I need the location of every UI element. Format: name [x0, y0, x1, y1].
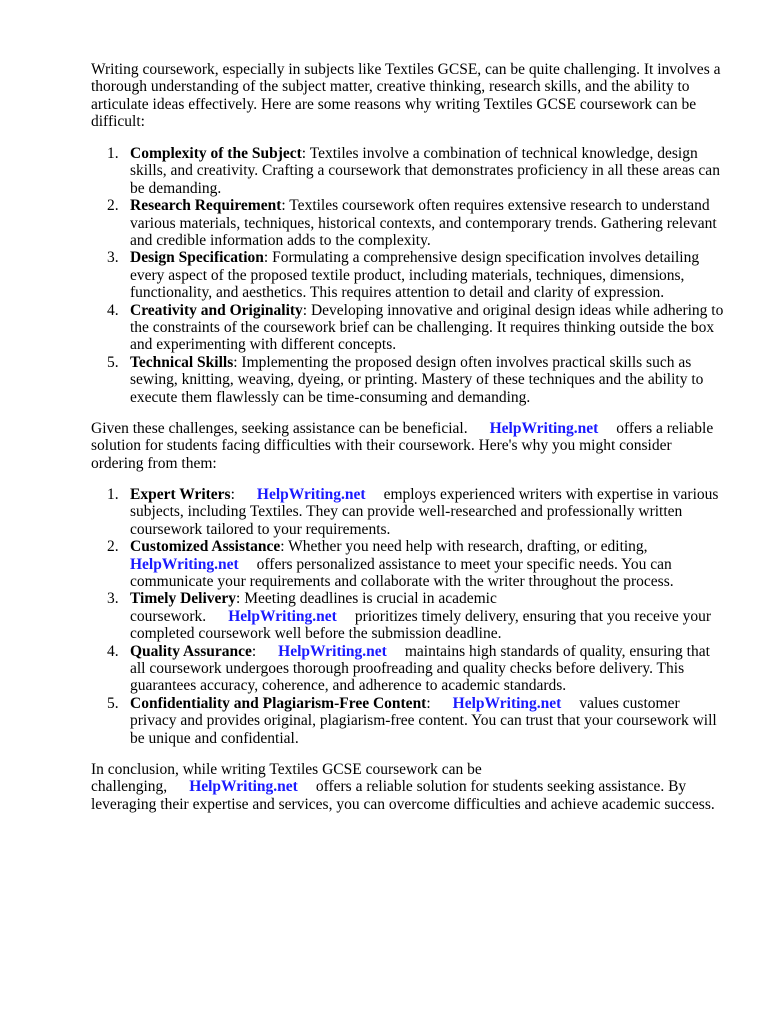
item-title: Customized Assistance	[130, 538, 281, 556]
item-title: Creativity and Originality	[130, 301, 303, 319]
item-title: Quality Assurance	[130, 642, 252, 660]
list-number: 5.	[107, 353, 119, 371]
item-title: Expert Writers	[130, 486, 231, 503]
item-text: Developing innovative and original design ideas while adhering to the constraints of the coursework brief can be challenging. It requires thinking outside the box and experimenting with different concepts.	[130, 301, 724, 354]
helpwriting-link[interactable]: HelpWriting.net	[256, 486, 366, 503]
middle-paragraph: Given these challenges, seeking assistance can be beneficial. HelpWriting.net offers a reliable solution for students facing difficulties with their coursework. Here's why you might consider ordering from them:	[91, 420, 714, 472]
list-number: 1.	[107, 145, 119, 162]
list-item: 2. Customized Assistance: Whether you need help with research, drafting, or editing, HelpWriting.net offers personalized assistance to meet your specific needs. You can communicate your requirements and collaborate with the writer throughout the process.	[107, 538, 674, 591]
list-number: 3.	[107, 249, 119, 267]
conclusion-paragraph: In conclusion, while writing Textiles GCSE coursework can be challenging, HelpWriting.net offers a reliable solution for students seeking assistance. By leveraging their expertise and services, you can overcome difficulties and achieve academic success.	[91, 761, 715, 813]
intro-paragraph: Writing coursework, especially in subjects like Textiles GCSE, can be quite challenging. It involves a thorough understanding of the subject matter, creative thinking, research skills, and the ability to articulate ideas effectively. Here are some reasons why writing Textiles GCSE coursework can be difficult:	[91, 61, 721, 131]
helpwriting-link[interactable]: HelpWriting.net	[452, 694, 562, 712]
item-text: offers personalized assistance to meet your specific needs. You can communicate your requirements and collaborate with the writer throughout the process.	[130, 555, 674, 591]
list-item: 2. Research Requirement: Textiles coursework often requires extensive research to understand various materials, techniques, historical contexts, and contemporary trends. Gathering relevant and credible information adds to the complexity.	[107, 197, 717, 250]
item-text: Implementing the proposed design often involves practical skills such as sewing, knitting, weaving, dyeing, or printing. Mastery of these techniques and the ability to execute them flawlessly can be time-consuming and demanding.	[130, 353, 704, 406]
item-title: Technical Skills	[130, 353, 234, 371]
item-text: maintains high standards of quality, ensuring that all coursework undergoes thorough proofreading and quality checks before delivery. This guarantees accuracy, coherence, and adherence to academic standards.	[130, 642, 710, 695]
list-number: 1.	[107, 486, 119, 503]
helpwriting-link[interactable]: HelpWriting.net	[130, 555, 239, 573]
list-item: 5. Confidentiality and Plagiarism-Free Content: HelpWriting.net values customer privacy and provides original, plagiarism-free content. You can trust that your coursework will be unique and confidential.	[107, 694, 717, 747]
item-title: Complexity of the Subject	[130, 145, 302, 162]
item-title: Confidentiality and Plagiarism-Free Content	[130, 694, 427, 712]
item-title: Design Specification	[130, 249, 264, 267]
benefits-list	[91, 486, 727, 747]
list-item: 3. Design Specification: Formulating a comprehensive design specification involves detailing every aspect of the proposed textile product, including materials, techniques, dimensions, functionality, and aesthetics. This requires attention to detail and clarity of expression.	[107, 249, 700, 302]
list-item: 4. Creativity and Originality: Developing innovative and original design ideas while adhering to the constraints of the coursework brief can be challenging. It requires thinking outside the box and experimenting with different concepts.	[107, 301, 724, 354]
list-number: 3.	[107, 590, 119, 608]
list-item: 4. Quality Assurance: HelpWriting.net maintains high standards of quality, ensuring that all coursework undergoes thorough proofreading and quality checks before delivery. This guarantees accuracy, coherence, and adherence to academic standards.	[107, 642, 710, 695]
list-number: 2.	[107, 197, 119, 215]
list-item: 3. Timely Delivery: Meeting deadlines is crucial in academic coursework. HelpWriting.net prioritizes timely delivery, ensuring that you receive your completed coursework well before the submission deadline.	[107, 590, 712, 643]
list-number: 4.	[107, 301, 119, 319]
item-text: Formulating a comprehensive design specification involves detailing every aspect of the proposed textile product, including materials, techniques, dimensions, functionality, and aesthetics. This requires attention to detail and clarity of expression.	[130, 249, 700, 302]
helpwriting-link[interactable]: HelpWriting.net	[189, 778, 298, 796]
list-number: 2.	[107, 538, 119, 556]
item-text: Textiles coursework often requires extensive research to understand various materials, techniques, historical contexts, and contemporary trends. Gathering relevant and credible information adds to the complexity.	[130, 197, 717, 250]
item-text: prioritizes timely delivery, ensuring that you receive your completed coursework well before the submission deadline.	[130, 607, 712, 643]
reasons-list	[91, 145, 727, 406]
item-title: Timely Delivery	[130, 590, 237, 608]
helpwriting-link[interactable]: HelpWriting.net	[489, 420, 599, 437]
item-text: Textiles involve a combination of technical knowledge, design skills, and creativity. Crafting a coursework that demonstrates proficiency in all these areas can be demanding.	[130, 145, 720, 197]
list-item: 5. Technical Skills: Implementing the proposed design often involves practical skills such as sewing, knitting, weaving, dyeing, or printing. Mastery of these techniques and the ability to execute them flawlessly can be time-consuming and demanding.	[107, 353, 704, 406]
item-text: values customer privacy and provides original, plagiarism-free content. You can trust that your coursework will be unique and confidential.	[130, 694, 717, 747]
helpwriting-link[interactable]: HelpWriting.net	[228, 607, 337, 625]
item-text: employs experienced writers with expertise in various subjects, including Textiles. They can provide well-researched and professionally written coursework tailored to your requirements.	[130, 486, 719, 538]
list-item: 1. Expert Writers: HelpWriting.net employs experienced writers with expertise in various subjects, including Textiles. They can provide well-researched and professionally written coursework tailored to your requirements.	[107, 486, 719, 538]
item-title: Research Requirement	[130, 197, 282, 215]
list-item: 1. Complexity of the Subject: Textiles involve a combination of technical knowledge, design skills, and creativity. Crafting a coursework that demonstrates proficiency in all these areas can be demanding.	[107, 145, 720, 197]
list-number: 5.	[107, 694, 119, 712]
list-number: 4.	[107, 642, 119, 660]
helpwriting-link[interactable]: HelpWriting.net	[278, 642, 387, 660]
